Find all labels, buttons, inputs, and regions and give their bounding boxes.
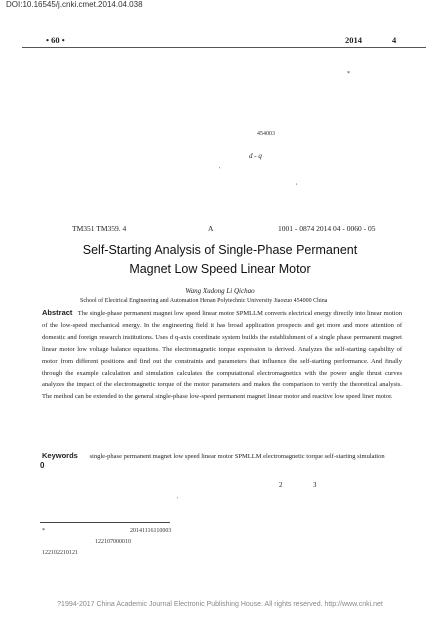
affiliation: School of Electrical Engineering and Automation Henan Polytechnic University Jiaozuo 454000 China <box>80 298 328 304</box>
keywords-text: single-phase permanent magnet low speed linear motor SPMLLM electromagnetic torque self-starting simulation <box>89 453 385 460</box>
journal-issue: 4 <box>392 35 397 45</box>
dq-axis-mark: d - q <box>249 152 262 160</box>
paper-title-line-1: Self-Starting Analysis of Single-Phase Permanent <box>82 243 358 257</box>
title-asterisk: * <box>347 71 350 77</box>
document-code: A <box>208 224 214 233</box>
paper-title-line-2: Magnet Low Speed Linear Motor <box>129 262 311 276</box>
abstract-block <box>42 307 402 403</box>
journal-year: 2014 <box>345 35 362 45</box>
mark-dot-2: , <box>296 180 298 186</box>
grant-number-1: 122107000010 <box>95 539 131 545</box>
received-date: 20141116110003 <box>130 528 172 534</box>
postcode: 454003 <box>257 131 275 137</box>
header-rule <box>22 47 426 48</box>
article-number: 1001 - 0874 2014 04 - 0060 - 05 <box>278 224 376 233</box>
page-number: • 60 • <box>46 35 65 45</box>
doi-line: DOI:10.16545/j.cnki.cmet.2014.04.038 <box>6 0 143 9</box>
reference-3: 3 <box>313 481 317 489</box>
clc-number: TM351 TM359. 4 <box>72 224 127 233</box>
abstract-text: The single-phase permanent magnet low speed linear motor SPMLLM converts electrical energy directly into linear motion of the low-speed mechanical energy. In the engineering field it has broad application prospects and get more and more attention of domestic and foreign research institutions. Uses d q-axis coordinate system builds the establishment of a single phase permanent magnet linear motor low voltage balance equations. The electromagnetic torque expression is derived. Analyzes the self-starting capability of motor from different positions and find out the constraints and parameters that influence the self-starting performance. And finally through the example calculation and simulation calculates the computational electromagnetics with the power angle thrust curves analyzes the impact of the electromagnetic torque of the motor parameters and makes the comparison to verify the theoretical analysis. The method can be extended to the general single-phase low-speed permanent magnet linear motor and reactive low speed liner motor. <box>42 310 402 401</box>
footnote-rule <box>40 522 170 523</box>
keywords-label: Keywords <box>42 451 78 460</box>
mark-dot-3: ' <box>177 497 179 503</box>
section-0-number: 0 <box>40 461 45 470</box>
grant-number-2: 122102210121 <box>42 550 78 556</box>
footnote-star: * <box>42 528 45 534</box>
mark-dot-1: ' <box>219 167 221 173</box>
authors: Wang Xudong Li Qichao <box>185 287 255 295</box>
reference-2: 2 <box>279 481 283 489</box>
copyright-footer: ?1994-2017 China Academic Journal Electronic Publishing House. All rights reserved. http://www.cnki.net <box>57 601 383 608</box>
keywords-block <box>42 450 402 463</box>
abstract-label: Abstract <box>42 308 73 317</box>
